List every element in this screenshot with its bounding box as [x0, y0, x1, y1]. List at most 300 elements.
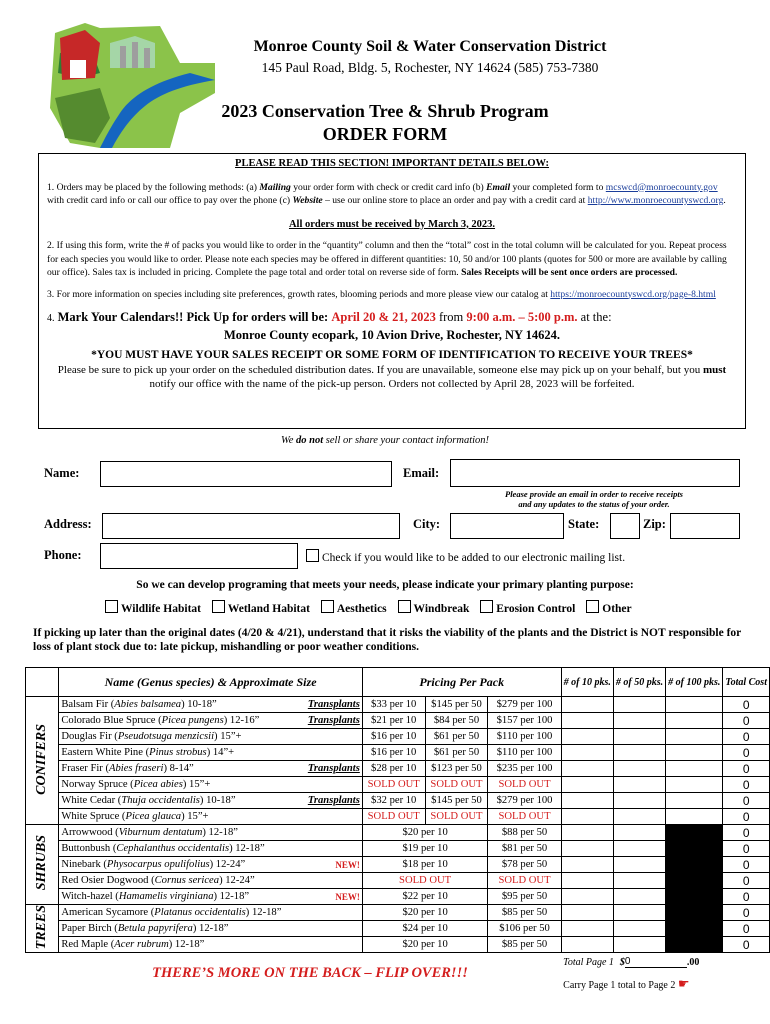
email-label: Email:	[403, 466, 440, 480]
species-name-wrap	[61, 699, 360, 710]
qty-100-input[interactable]	[666, 761, 723, 777]
species-name-wrap	[61, 875, 360, 886]
table-row	[26, 873, 770, 889]
species-name	[61, 907, 281, 918]
qty-100-input[interactable]	[666, 777, 723, 793]
state-field[interactable]	[610, 513, 640, 539]
transplants-tag: Transplants	[307, 699, 360, 710]
qty-50-input[interactable]	[613, 857, 665, 873]
row-total: 0	[723, 937, 770, 953]
approx-size: ) 10-18”	[181, 699, 217, 710]
item-2-bold: Sales Receipts will be sent once orders are processed.	[461, 267, 678, 278]
species-name-wrap	[61, 891, 360, 902]
table-row	[26, 841, 770, 857]
pickup-times: 9:00 a.m. – 5:00 p.m.	[466, 310, 578, 324]
qty-100-input[interactable]	[666, 713, 723, 729]
erosion-control-label: Erosion Control	[496, 603, 576, 615]
pickup-notice-must: must	[702, 363, 727, 376]
species-name-cell	[59, 729, 363, 745]
price-p10: $22 per 10	[362, 889, 488, 905]
qty-10-input[interactable]	[561, 857, 613, 873]
windbreak-label: Windbreak	[413, 603, 470, 615]
price-p50: $145 per 50	[425, 697, 488, 713]
species-name-cell	[59, 777, 363, 793]
qty-100-unavailable	[666, 937, 723, 953]
qty-100-unavailable	[666, 873, 723, 889]
item-2-text: If using this form, write the # of packs you would like to order in the “quantity” column and then the “total” cost in the total column will be calculated for you. Repeat process for each species you would like to order. Please note each species may be offered in different quantities: 10, 50 and/or 100 plants (quotes for 500 or more are available by calling our office). Sales tax is included in pricing. Complete the page total and order total on reverse side of form.	[47, 240, 727, 278]
mailing-list-label: Check if you would like to be added to our electronic mailing list.	[322, 552, 626, 564]
species-name-cell	[59, 793, 363, 809]
qty-10-input[interactable]	[561, 889, 613, 905]
pickup-location: Monroe County ecopark, 10 Avion Drive, Rochester, NY 14624.	[223, 328, 561, 342]
common-name: Witch-hazel (	[61, 891, 119, 902]
item-1-text-a: Orders may be placed by the following methods: (a)	[56, 181, 257, 193]
header-qty-50: # of 50 pks.	[613, 668, 665, 697]
species-name	[61, 779, 210, 790]
form-title: ORDER FORM	[322, 124, 448, 144]
price-p50: $106 per 50	[488, 921, 561, 937]
species-name-wrap	[61, 747, 360, 758]
approx-size: ) 12-18”	[168, 939, 205, 951]
item-2-num: 2.	[47, 240, 55, 251]
table-row	[26, 825, 770, 841]
price-p100: $279 per 100	[488, 793, 561, 809]
erosion-control-checkbox[interactable]	[480, 600, 493, 613]
purpose-options	[105, 600, 745, 615]
item-3-text: For more information on species including site preferences, growth rates, blooming periods and more please view our catalog at	[56, 288, 548, 300]
scientific-name: Abies fraseri	[109, 763, 164, 774]
org-name: Monroe County Soil & Water Conservation District	[253, 38, 607, 55]
species-name	[61, 731, 241, 742]
species-name-cell	[59, 809, 363, 825]
qty-50-input[interactable]	[613, 745, 665, 761]
receipt-notice: *YOU MUST HAVE YOUR SALES RECEIPT OR SOME FORM OF IDENTIFICATION TO RECEIVE YOUR TREES*	[91, 349, 693, 361]
header-corner	[26, 668, 59, 697]
approx-size: ) 12-16”	[223, 715, 260, 726]
qty-100-unavailable	[666, 905, 723, 921]
aesthetics-checkbox[interactable]	[321, 600, 334, 613]
new-badge: NEW!	[335, 859, 360, 870]
species-name-cell	[59, 713, 363, 729]
table-row	[26, 713, 770, 729]
price-p50: SOLD OUT	[425, 777, 488, 793]
zip-label: Zip:	[643, 517, 666, 531]
row-total: 0	[723, 729, 770, 745]
price-p50: $85 per 50	[488, 937, 561, 953]
species-name-wrap	[61, 827, 360, 838]
species-name-wrap	[61, 811, 360, 822]
total-page-label: Total Page 1	[563, 956, 614, 968]
approx-size: ) 15”+	[182, 779, 211, 790]
section-label-text: CONIFERS	[34, 723, 50, 795]
species-name-cell	[59, 825, 363, 841]
row-total: 0	[723, 921, 770, 937]
pickup-from: from	[438, 310, 464, 324]
price-p50: SOLD OUT	[488, 873, 561, 889]
details-heading: PLEASE READ THIS SECTION! IMPORTANT DETAILS BELOW:	[235, 158, 549, 169]
item-1-text-b: your order form with check or credit card info (b)	[293, 181, 484, 193]
price-p100: $157 per 100	[488, 713, 561, 729]
scientific-name: Cornus sericea	[154, 875, 220, 886]
species-name	[61, 891, 249, 902]
catalog-link[interactable]: https://monroecountyswcd.org/page-8.html	[550, 288, 716, 300]
species-name	[61, 747, 234, 758]
price-p10: $20 per 10	[362, 905, 488, 921]
qty-100-input[interactable]	[666, 745, 723, 761]
species-name-wrap	[61, 843, 360, 854]
qty-10-input[interactable]	[561, 809, 613, 825]
row-total: 0	[723, 713, 770, 729]
qty-10-input[interactable]	[561, 745, 613, 761]
price-p10: $18 per 10	[362, 857, 488, 873]
species-name-cell	[59, 761, 363, 777]
qty-50-input[interactable]	[613, 921, 665, 937]
price-p10: $33 per 10	[362, 697, 425, 713]
important-details-box	[38, 153, 746, 429]
address-label: Address:	[44, 517, 92, 531]
qty-50-input[interactable]	[613, 809, 665, 825]
flip-over-notice: THERE’S MORE ON THE BACK – FLIP OVER!!!	[152, 964, 468, 981]
species-name	[61, 923, 228, 934]
qty-50-input[interactable]	[613, 937, 665, 953]
species-name-cell	[59, 857, 363, 873]
common-name: Ninebark (	[61, 859, 107, 870]
price-p50: $61 per 50	[425, 745, 488, 761]
pickup-at: at the:	[580, 310, 612, 324]
pickup-notice-a: Please be sure to pick up your order on the scheduled distribution dates. If you are unavailable, someone else may pick up on your behalf, but you	[57, 363, 701, 376]
scientific-name: Hamamelis virginiana	[118, 891, 214, 902]
price-p50: $95 per 50	[488, 889, 561, 905]
email-note	[450, 489, 738, 509]
common-name: Buttonbush (	[61, 843, 117, 854]
trees-section	[26, 905, 770, 953]
price-p100: $110 per 100	[488, 729, 561, 745]
total-page-field[interactable]: 0	[625, 956, 687, 968]
qty-100-unavailable	[666, 841, 723, 857]
table-row	[26, 697, 770, 713]
approx-size: ) 12-18”	[202, 827, 238, 838]
price-p50: $85 per 50	[488, 905, 561, 921]
price-p10: $16 per 10	[362, 745, 425, 761]
qty-50-input[interactable]	[613, 841, 665, 857]
conifers-section	[26, 697, 770, 825]
qty-10-input[interactable]	[561, 873, 613, 889]
price-p10: $20 per 10	[362, 825, 488, 841]
species-name-wrap	[61, 715, 360, 726]
order-deadline: All orders must be received by March 3, 2023.	[288, 218, 496, 230]
scientific-name: Cephalanthus occidentalis	[116, 843, 230, 854]
qty-100-input[interactable]	[666, 809, 723, 825]
table-row	[26, 857, 770, 873]
qty-50-input[interactable]	[613, 889, 665, 905]
item-1-text-d: with credit card info or call our office to pay over the phone (c)	[47, 195, 291, 206]
item-1-website: Website	[292, 195, 323, 206]
species-name	[61, 827, 238, 838]
row-total: 0	[723, 857, 770, 873]
price-p50: $81 per 50	[488, 841, 561, 857]
state-label: State:	[568, 517, 600, 531]
email-field[interactable]	[450, 459, 740, 487]
table-row	[26, 761, 770, 777]
scientific-name: Picea abies	[133, 779, 183, 790]
pickup-heading: Mark Your Calendars!! Pick Up for orders will be	[57, 310, 325, 324]
price-p10: SOLD OUT	[362, 873, 488, 889]
qty-100-unavailable	[666, 825, 723, 841]
name-field[interactable]	[100, 461, 392, 487]
zip-field[interactable]	[670, 513, 740, 539]
qty-100-input[interactable]	[666, 697, 723, 713]
table-row	[26, 809, 770, 825]
table-row	[26, 729, 770, 745]
item-4-num: 4.	[47, 313, 55, 324]
approx-size: ) 12-18”	[213, 891, 250, 902]
city-field[interactable]	[450, 513, 564, 539]
species-name-cell	[59, 745, 363, 761]
transplants-tag: Transplants	[307, 763, 360, 774]
common-name: Douglas Fir (	[61, 731, 118, 742]
late-pickup-warning: If picking up later than the original dates (4/20 & 4/21), understand that it risks the viability of the plants and the District is NOT responsible for loss of plant stock due to: late pickup, mishandling or poor weather conditions.	[33, 627, 742, 653]
row-total: 0	[723, 697, 770, 713]
table-row	[26, 777, 770, 793]
section-label-shrubs	[26, 825, 59, 905]
price-p10: $20 per 10	[362, 937, 488, 953]
price-p100: $279 per 100	[488, 697, 561, 713]
price-p10: SOLD OUT	[362, 777, 425, 793]
other-checkbox[interactable]	[586, 600, 599, 613]
common-name: Fraser Fir (	[61, 763, 109, 774]
order-table	[25, 667, 770, 993]
species-name	[61, 811, 208, 822]
scientific-name: Thuja occidentalis	[121, 795, 200, 806]
new-badge: NEW!	[335, 891, 360, 902]
qty-10-input[interactable]	[561, 937, 613, 953]
price-p100: $110 per 100	[488, 745, 561, 761]
privacy-b: do not	[296, 435, 324, 446]
species-name	[61, 843, 264, 854]
item-1-end: .	[723, 195, 726, 206]
qty-10-input[interactable]	[561, 777, 613, 793]
qty-100-unavailable	[666, 889, 723, 905]
species-name-wrap	[61, 779, 360, 790]
email-link[interactable]: mcswcd@monroecounty.gov	[605, 181, 718, 193]
species-name-cell	[59, 841, 363, 857]
city-label: City:	[413, 517, 441, 531]
price-p50: $88 per 50	[488, 825, 561, 841]
species-name-wrap	[61, 939, 360, 950]
other-label: Other	[602, 603, 632, 615]
item-1-text-c: your completed form to	[512, 181, 604, 193]
wildlife-habitat-checkbox[interactable]	[105, 600, 118, 613]
common-name: American Sycamore (	[61, 907, 155, 919]
price-p10: $24 per 10	[362, 921, 488, 937]
common-name: White Spruce (	[61, 811, 126, 822]
footer-row	[26, 953, 770, 993]
mailing-list-checkbox[interactable]	[306, 549, 319, 562]
species-name-wrap	[61, 763, 360, 774]
qty-50-input[interactable]	[613, 777, 665, 793]
windbreak-checkbox[interactable]	[398, 600, 411, 613]
price-p50: $123 per 50	[425, 761, 488, 777]
row-total: 0	[723, 889, 770, 905]
species-name-cell	[59, 889, 363, 905]
scientific-name: Picea glauca	[125, 811, 182, 822]
approx-size: ) 15”+	[214, 731, 242, 742]
item-1-num: 1.	[47, 181, 55, 193]
species-name-cell	[59, 873, 363, 889]
header-total: Total Cost	[723, 668, 770, 697]
table-header-row	[26, 668, 770, 697]
qty-50-input[interactable]	[613, 713, 665, 729]
pickup-dates: April 20 & 21, 2023	[331, 310, 436, 324]
org-address: 145 Paul Road, Bldg. 5, Rochester, NY 14624 (585) 753-7380	[261, 60, 599, 75]
table-row	[26, 745, 770, 761]
price-p10: $32 per 10	[362, 793, 425, 809]
section-label-text: TREES	[34, 905, 50, 950]
item-1-email: Email	[486, 181, 511, 193]
qty-10-input[interactable]	[561, 905, 613, 921]
table-row	[26, 889, 770, 905]
website-link[interactable]: http://www.monroecountyswcd.org	[587, 195, 724, 206]
species-name-cell	[59, 905, 363, 921]
qty-100-input[interactable]	[666, 729, 723, 745]
program-title: 2023 Conservation Tree & Shrub Program	[221, 101, 549, 121]
header-pricing: Pricing Per Pack	[362, 668, 561, 697]
price-p50: $61 per 50	[425, 729, 488, 745]
qty-10-input[interactable]	[561, 841, 613, 857]
qty-10-input[interactable]	[561, 729, 613, 745]
dollar-sign: $	[619, 956, 625, 968]
phone-field[interactable]	[100, 543, 298, 569]
price-p100: SOLD OUT	[488, 809, 561, 825]
approx-size: ) 10-18”	[199, 795, 236, 806]
row-total: 0	[723, 761, 770, 777]
common-name: Paper Birch (	[61, 923, 118, 935]
common-name: Red Maple (	[61, 939, 115, 951]
qty-10-input[interactable]	[561, 921, 613, 937]
qty-10-input[interactable]	[561, 697, 613, 713]
qty-50-input[interactable]	[613, 729, 665, 745]
scientific-name: Picea pungens	[161, 715, 224, 726]
qty-10-input[interactable]	[561, 761, 613, 777]
species-name	[61, 763, 193, 774]
price-p10: $28 per 10	[362, 761, 425, 777]
aesthetics-label: Aesthetics	[336, 603, 387, 615]
common-name: Colorado Blue Spruce (	[61, 715, 162, 726]
privacy-c: sell or share your contact information!	[325, 435, 490, 446]
row-total: 0	[723, 825, 770, 841]
purpose-prompt: So we can develop programing that meets your needs, please indicate your primary planting purpose:	[136, 579, 634, 591]
price-p10: $19 per 10	[362, 841, 488, 857]
species-name	[61, 715, 259, 726]
row-total: 0	[723, 841, 770, 857]
row-total: 0	[723, 809, 770, 825]
name-label: Name:	[44, 466, 80, 480]
approx-size: ) 14”+	[206, 747, 235, 758]
qty-50-input[interactable]	[613, 873, 665, 889]
row-total: 0	[723, 745, 770, 761]
species-name-wrap	[61, 907, 360, 918]
scientific-name: Acer rubrum	[114, 939, 169, 951]
email-note-1: Please provide an email in order to receive receipts	[505, 489, 683, 499]
qty-100-input[interactable]	[666, 793, 723, 809]
table-row	[26, 921, 770, 937]
row-total: 0	[723, 777, 770, 793]
pickup-colon: :	[324, 310, 329, 324]
approx-size: ) 15”+	[181, 811, 209, 822]
table-row	[26, 905, 770, 921]
common-name: White Cedar (	[61, 795, 122, 806]
row-total: 0	[723, 905, 770, 921]
species-name	[61, 939, 204, 950]
qty-50-input[interactable]	[613, 905, 665, 921]
price-p50: $145 per 50	[425, 793, 488, 809]
scientific-name: Betula papyrifera	[117, 923, 193, 935]
scientific-name: Viburnum dentatum	[118, 827, 203, 838]
scientific-name: Physocarpus opulifolius	[106, 859, 210, 870]
price-p100: $235 per 100	[488, 761, 561, 777]
price-p10: SOLD OUT	[362, 809, 425, 825]
header-qty-10: # of 10 pks.	[561, 668, 613, 697]
qty-50-input[interactable]	[613, 825, 665, 841]
item-1-mailing: Mailing	[259, 181, 291, 193]
item-3-num: 3.	[47, 288, 55, 300]
species-name	[61, 875, 254, 886]
price-p50: $84 per 50	[425, 713, 488, 729]
section-label-trees	[26, 905, 59, 953]
item-1-text-e: – use our online store to place an order and pay with a credit card at	[325, 195, 586, 206]
carry-total-note: Carry Page 1 total to Page 2	[563, 980, 676, 992]
price-p50: $78 per 50	[488, 857, 561, 873]
table-row	[26, 937, 770, 953]
qty-50-input[interactable]	[613, 793, 665, 809]
header-qty-100: # of 100 pks.	[666, 668, 723, 697]
pickup-notice-b: notify our office with the name of the pick-up person. Orders not collected by April 28, 2023 will be forfeited.	[149, 377, 635, 390]
transplants-tag: Transplants	[307, 795, 360, 806]
approx-size: ) 12-24”	[209, 859, 246, 870]
qty-50-input[interactable]	[613, 761, 665, 777]
species-name-wrap	[61, 923, 360, 934]
section-label-text: SHRUBS	[34, 835, 50, 891]
approx-size: ) 12-24”	[219, 875, 255, 886]
address-field[interactable]	[102, 513, 400, 539]
common-name: Eastern White Pine (	[61, 747, 150, 758]
common-name: Red Osier Dogwood (	[61, 875, 155, 886]
wildlife-habitat-label: Wildlife Habitat	[121, 603, 201, 615]
qty-10-input[interactable]	[561, 825, 613, 841]
common-name: Norway Spruce (	[61, 779, 134, 790]
scientific-name: Platanus occidentalis	[154, 907, 246, 919]
species-name-wrap	[61, 795, 360, 806]
privacy-note	[0, 435, 770, 446]
table-row	[26, 793, 770, 809]
approx-size: ) 12-18”	[192, 923, 229, 935]
price-p10: $21 per 10	[362, 713, 425, 729]
qty-100-unavailable	[666, 857, 723, 873]
section-label-conifers	[26, 697, 59, 825]
cents: .00	[686, 956, 700, 968]
species-name	[61, 699, 216, 710]
qty-10-input[interactable]	[561, 793, 613, 809]
scientific-name: Pseudotsuga menzicsii	[117, 731, 215, 742]
wetland-habitat-checkbox[interactable]	[212, 600, 225, 613]
privacy-a: We	[280, 435, 294, 446]
price-p10: $16 per 10	[362, 729, 425, 745]
qty-10-input[interactable]	[561, 713, 613, 729]
common-name: Arrowwood (	[61, 827, 119, 838]
scientific-name: Abies balsamea	[114, 699, 182, 710]
species-name	[61, 859, 245, 870]
qty-50-input[interactable]	[613, 697, 665, 713]
